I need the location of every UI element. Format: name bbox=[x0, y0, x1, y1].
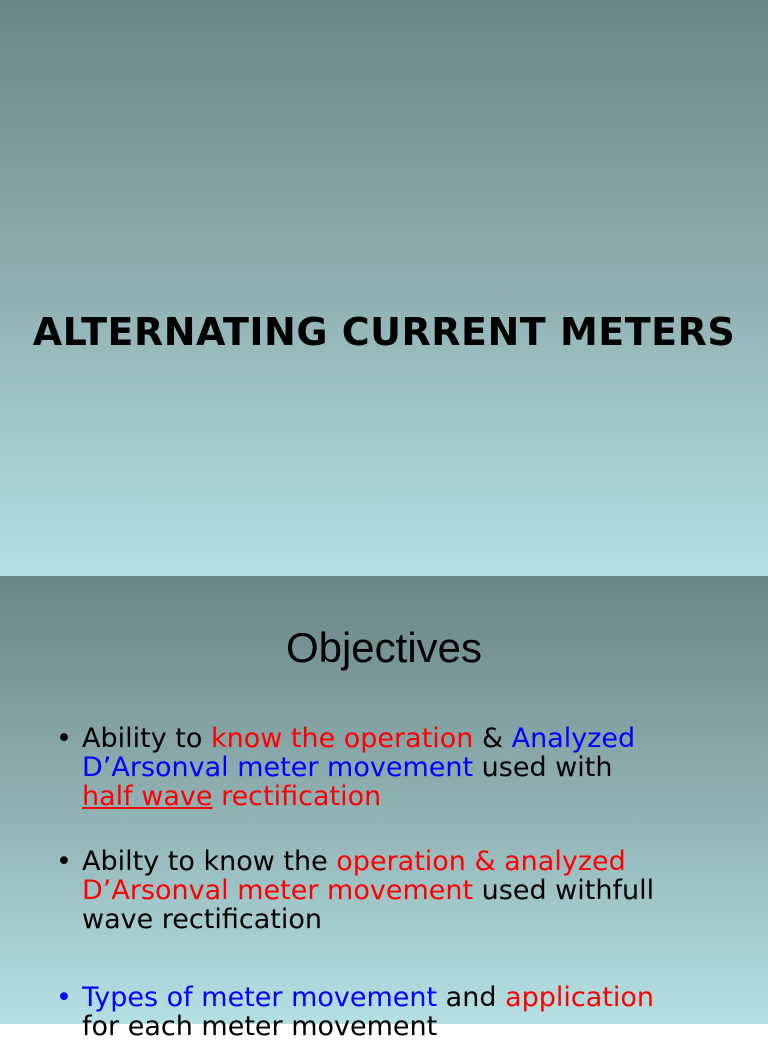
objectives-slide bbox=[0, 576, 768, 1042]
objective-line: D’Arsonval meter movement used withfull bbox=[82, 875, 655, 906]
objectives-heading: Objectives bbox=[285, 624, 483, 671]
objective-line: half wave rectification bbox=[82, 781, 382, 812]
objective-line: Ability to know the operation & Analyzed bbox=[82, 723, 636, 754]
objective-line: Abilty to know the operation & analyzed bbox=[82, 846, 626, 877]
objective-line: for each meter movement bbox=[82, 1011, 438, 1042]
objective-line: wave rectification bbox=[82, 904, 322, 935]
bullet-icon: • bbox=[56, 982, 72, 1013]
objective-line: D’Arsonval meter movement used with bbox=[82, 752, 613, 783]
slide-title: ALTERNATING CURRENT METERS bbox=[32, 310, 736, 354]
objective-line: Types of meter movement and application bbox=[82, 982, 654, 1013]
bullet-icon: • bbox=[56, 723, 72, 754]
bullet-icon: • bbox=[56, 846, 72, 877]
